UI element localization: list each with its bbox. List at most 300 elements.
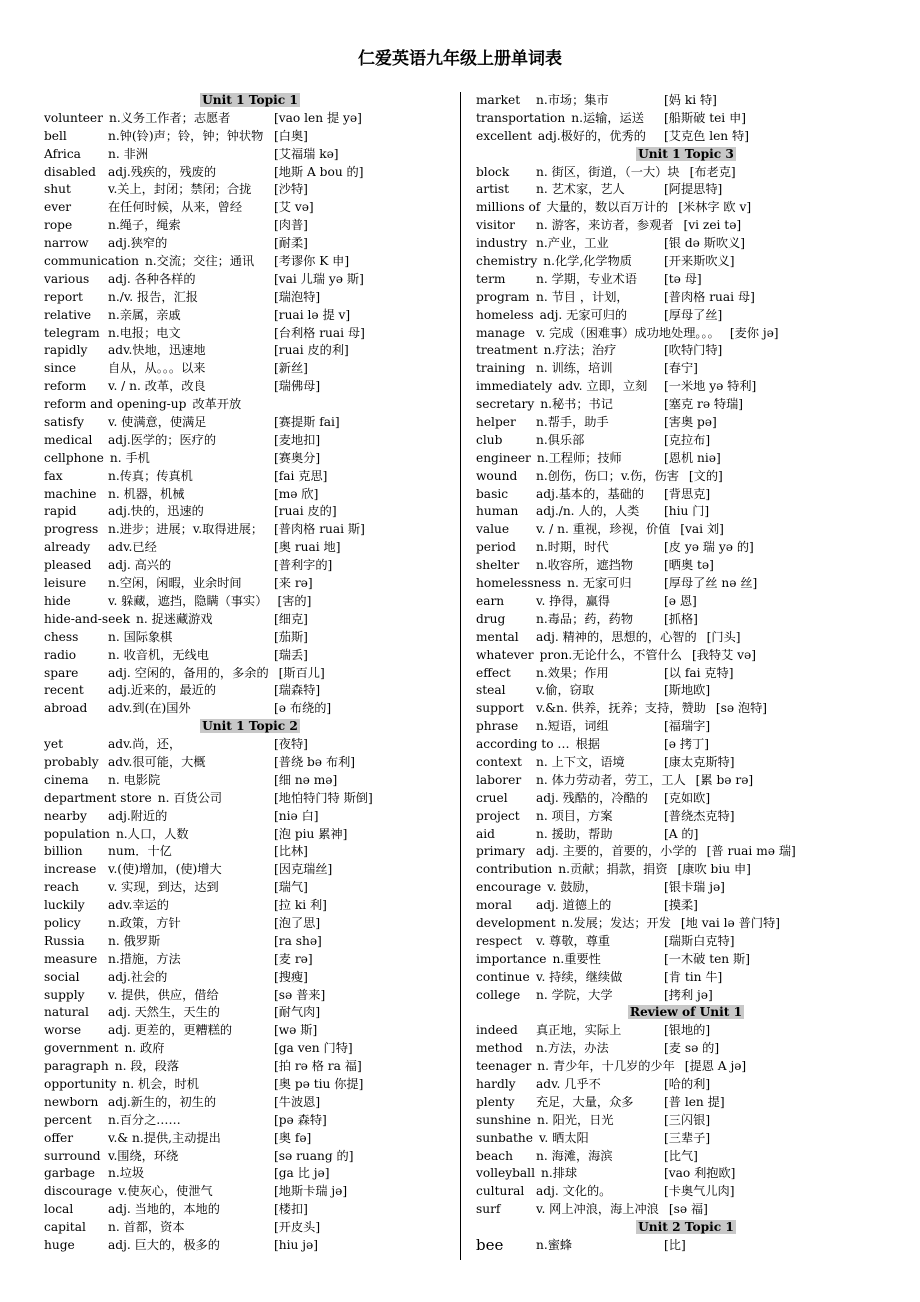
- vocab-definition: n.创伤，伤口；v.伤，伤害: [536, 468, 679, 483]
- vocab-word: project: [476, 808, 520, 823]
- vocab-pronunciation: [背思克]: [664, 486, 711, 501]
- vocab-pronunciation: [地斯 A bou 的]: [274, 164, 364, 179]
- vocab-word: training: [476, 361, 526, 376]
- vocab-definition: n. 青少年，十几岁的少年: [537, 1059, 675, 1074]
- vocab-pronunciation: [新丝]: [274, 361, 308, 376]
- vocab-word: encourage: [476, 880, 542, 895]
- vocab-word: human: [476, 504, 519, 519]
- vocab-word: worse: [44, 1023, 82, 1038]
- vocab-word: market: [476, 93, 521, 107]
- section-header-label: Review of Unit 1: [629, 1005, 743, 1020]
- vocab-row: [476, 736, 896, 754]
- vocab-word: sunshine: [476, 1112, 532, 1127]
- vocab-pronunciation: [ə 恩]: [664, 593, 697, 608]
- vocab-word: college: [476, 987, 521, 1002]
- vocab-row: [476, 503, 896, 521]
- vocab-definition: n.收容所，遮挡物: [536, 558, 634, 573]
- vocab-definition: n. 手机: [109, 450, 150, 465]
- vocab-word: support: [476, 701, 524, 716]
- vocab-definition: n.时期，时代: [536, 540, 609, 555]
- vocab-definition: n.政策，方针: [108, 915, 181, 930]
- vocab-definition: adj.极好的，优秀的: [537, 128, 646, 143]
- vocab-word: hide-and-seek: [44, 611, 130, 626]
- vocab-pronunciation: [普利字的]: [274, 558, 333, 573]
- vocab-pronunciation: [普 len 提]: [664, 1094, 725, 1109]
- vocab-word: importance: [476, 951, 547, 966]
- vocab-word: engineer: [476, 450, 531, 465]
- vocab-row: [476, 1112, 896, 1130]
- vocab-definition: adj.快的，迅速的: [108, 504, 204, 519]
- vocab-row: [44, 307, 456, 325]
- vocab-pronunciation: [沙特]: [274, 182, 308, 197]
- vocab-definition: v. 鼓励，: [547, 880, 597, 895]
- vocab-pronunciation: [艾福瑞 kə]: [274, 146, 339, 161]
- vocab-pronunciation: [哈的利]: [664, 1076, 711, 1091]
- vocab-definition: v. 躲藏，遮挡，隐瞒（事实）: [108, 593, 268, 608]
- vocab-row: [44, 736, 456, 754]
- vocab-definition: v. 晒太阳: [538, 1130, 589, 1145]
- vocab-pronunciation: [vai 刘]: [680, 522, 724, 537]
- vocab-row: [44, 1165, 456, 1183]
- vocab-definition: v. 完成（困难事）成功地处理。。。: [536, 325, 720, 340]
- vocab-row: [476, 450, 896, 468]
- vocab-definition: n.工程师；技师: [536, 450, 622, 465]
- vocab-word: government: [44, 1041, 119, 1056]
- vocab-word: method: [476, 1041, 523, 1056]
- vocab-pronunciation: [ruai 皮的]: [274, 504, 337, 519]
- vocab-row: [476, 987, 896, 1005]
- vocab-word: visitor: [476, 218, 515, 233]
- vocab-pronunciation: [普 ruai mə 瑞]: [706, 844, 796, 859]
- vocab-row: [476, 414, 896, 432]
- vocab-pronunciation: [麦地扣]: [274, 432, 321, 447]
- vocab-definition: n. 训练，培训: [536, 361, 613, 376]
- vocab-row: [44, 1058, 456, 1076]
- vocab-word: progress: [44, 522, 99, 537]
- vocab-definition: adj.医学的；医疗的: [108, 432, 217, 447]
- section-header: [44, 92, 456, 110]
- vocab-pronunciation: [麦你 jə]: [729, 325, 779, 340]
- vocab-definition: adj. 残酷的，冷酷的: [536, 790, 648, 805]
- vocab-row: [44, 951, 456, 969]
- vocab-word: immediately: [476, 379, 553, 394]
- vocab-definition: v. 网上冲浪，海上冲浪: [536, 1202, 659, 1217]
- vocab-word: aid: [476, 826, 495, 841]
- vocab-word: telegram: [44, 325, 100, 340]
- vocab-pronunciation: [普绕杰克特]: [664, 808, 735, 823]
- vocab-row: [476, 682, 896, 700]
- vocab-word: laborer: [476, 772, 522, 787]
- vocab-definition: n.排球: [540, 1166, 578, 1181]
- vocab-definition: n. 援助，帮助: [536, 826, 613, 841]
- vocab-definition: v.使灰心，使泄气: [118, 1184, 213, 1199]
- vocab-row: [476, 861, 896, 879]
- vocab-word: whatever: [476, 647, 534, 662]
- vocab-row: [476, 826, 896, 844]
- vocab-definition: n.钟(铃)声；铃，钟；钟状物: [108, 128, 264, 143]
- vocab-word: hardly: [476, 1076, 516, 1091]
- vocab-row: [44, 575, 456, 593]
- vocab-row: [44, 181, 456, 199]
- left-column: [44, 92, 456, 1255]
- vocab-word: bee: [476, 1236, 504, 1254]
- vocab-word: industry: [476, 236, 528, 251]
- vocab-pronunciation: [vao len 提 yə]: [274, 110, 362, 125]
- vocab-pronunciation: [tə 母]: [664, 271, 702, 286]
- vocab-row: [476, 1201, 896, 1219]
- vocab-pronunciation: [奥 fə]: [274, 1130, 312, 1145]
- vocab-pronunciation: [泡了思]: [274, 915, 321, 930]
- vocab-definition: n.措施，方法: [108, 951, 181, 966]
- vocab-pronunciation: [mə 欣]: [274, 486, 319, 501]
- vocab-pronunciation: [拷利 jə]: [664, 987, 713, 1002]
- vocab-row: [44, 1201, 456, 1219]
- vocab-word: mental: [476, 629, 519, 644]
- vocab-pronunciation: [开皮头]: [274, 1220, 321, 1235]
- vocab-word: pleased: [44, 558, 92, 573]
- vocab-pronunciation: [厚母了丝 nə 丝]: [664, 576, 758, 591]
- vocab-pronunciation: [地怕特门特 斯倒]: [274, 790, 373, 805]
- vocab-pronunciation: [银地的]: [664, 1023, 711, 1038]
- vocab-definition: n. 游客，来访者，参观者: [536, 218, 674, 233]
- vocab-definition: v.关上，封闭；禁闭；合拢: [108, 182, 252, 197]
- vocab-row: [44, 414, 456, 432]
- vocab-row: [476, 1076, 896, 1094]
- vocab-word: effect: [476, 665, 511, 680]
- vocab-word: report: [44, 289, 83, 304]
- vocab-row: [44, 700, 456, 718]
- vocab-pronunciation: [艾 və]: [274, 200, 314, 215]
- vocab-word: satisfy: [44, 415, 84, 430]
- vocab-row: [44, 843, 456, 861]
- vocab-definition: adv.到(在)国外: [108, 701, 191, 716]
- vocab-word: secretary: [476, 397, 535, 412]
- vocab-row: [44, 378, 456, 396]
- vocab-pronunciation: [vai 儿瑞 yə 斯]: [274, 271, 364, 286]
- vocab-pronunciation: [斯百儿]: [278, 665, 325, 680]
- vocab-definition: n.疗法；治疗: [543, 343, 617, 358]
- vocab-pronunciation: [牛波恩]: [274, 1094, 321, 1109]
- vocab-row: [476, 199, 896, 217]
- vocab-pronunciation: [害的]: [277, 593, 312, 608]
- vocab-row: [476, 593, 896, 611]
- vocab-row: [476, 557, 896, 575]
- vocab-pronunciation: [卡奥气儿肉]: [664, 1184, 735, 1199]
- vocab-pronunciation: [吹特门特]: [664, 343, 723, 358]
- vocab-definition: adv.快地，迅速地: [108, 343, 206, 358]
- vocab-pronunciation: [厚母了丝]: [664, 307, 723, 322]
- vocab-row: [44, 342, 456, 360]
- vocab-row: [44, 861, 456, 879]
- vocab-word: value: [476, 522, 510, 537]
- vocab-row: [44, 164, 456, 182]
- vocab-word: chess: [44, 629, 79, 644]
- vocab-definition: n. 百货公司: [157, 790, 223, 805]
- vocab-word: huge: [44, 1238, 75, 1252]
- section-header: [476, 146, 896, 164]
- vocab-definition: n. 阳光，日光: [537, 1112, 614, 1127]
- vocab-word: steal: [476, 683, 506, 698]
- vocab-word: increase: [44, 862, 97, 877]
- vocab-word: local: [44, 1202, 74, 1217]
- vocab-word: nearby: [44, 808, 87, 823]
- vocab-definition: n.效果；作用: [536, 665, 609, 680]
- vocab-definition: adj. 无家可归的: [539, 307, 628, 322]
- vocab-definition: adj. 巨大的，极多的: [108, 1238, 220, 1252]
- vocab-word: volleyball: [476, 1166, 535, 1181]
- vocab-word: according to …: [476, 737, 570, 752]
- vocab-row: [44, 146, 456, 164]
- vocab-definition: n. 捉迷藏游戏: [135, 611, 213, 626]
- vocab-word: drug: [476, 611, 506, 626]
- vocab-pronunciation: [vao 利抱欧]: [664, 1166, 736, 1181]
- vocab-pronunciation: [ə 拷丁]: [664, 737, 709, 752]
- vocab-word: homeless: [476, 307, 534, 322]
- vocab-definition: n.空闲，闲暇，业余时间: [108, 576, 242, 591]
- vocab-definition: n.进步；进展；v.取得进展；: [108, 522, 264, 537]
- vocab-definition: adj.近来的，最近的: [108, 683, 217, 698]
- vocab-pronunciation: [niə 白]: [274, 808, 319, 823]
- vocab-row: [44, 235, 456, 253]
- vocab-row: [44, 629, 456, 647]
- vocab-pronunciation: [普肉格 ruai 母]: [664, 289, 755, 304]
- vocab-word: basic: [476, 486, 509, 501]
- vocab-pronunciation: [比]: [664, 1238, 686, 1252]
- vocab-definition: n. 艺术家，艺人: [536, 182, 625, 197]
- vocab-definition: adj.基本的，基础的: [536, 486, 645, 501]
- vocab-row: [44, 987, 456, 1005]
- vocab-row: [476, 969, 896, 987]
- vocab-word: various: [44, 271, 90, 286]
- vocab-row: [44, 1237, 456, 1255]
- vocab-row: [476, 289, 896, 307]
- vocab-pronunciation: [瑞泡特]: [274, 289, 321, 304]
- vocab-pronunciation: [斯地欧]: [664, 683, 711, 698]
- vocab-row: [476, 915, 896, 933]
- vocab-pronunciation: [恩机 niə]: [664, 450, 721, 465]
- vocab-word: Russia: [44, 933, 85, 948]
- vocab-definition: n.绳子，绳索: [108, 218, 181, 233]
- vocab-pronunciation: [ga ven 门特]: [274, 1041, 353, 1056]
- vocab-definition: 在任何时候，从来，曾经: [108, 200, 243, 215]
- vocab-row: [44, 790, 456, 808]
- vocab-definition: 根据: [575, 737, 600, 752]
- vocab-word: term: [476, 271, 506, 286]
- vocab-word: context: [476, 754, 522, 769]
- vocab-definition: adj. 道德上的: [536, 898, 612, 913]
- vocab-word: measure: [44, 951, 98, 966]
- section-header-label: Unit 1 Topic 3: [638, 146, 734, 161]
- vocab-pronunciation: [来 rə]: [274, 576, 313, 591]
- vocab-row: [476, 378, 896, 396]
- vocab-definition: adv. 立即，立刻: [558, 379, 648, 394]
- vocab-pronunciation: [台利格 ruai 母]: [274, 325, 365, 340]
- vocab-definition: v. 提供，供应，借给: [108, 987, 219, 1002]
- vocab-row: [44, 468, 456, 486]
- section-header: [476, 1004, 896, 1022]
- vocab-row: [476, 611, 896, 629]
- vocab-word: relative: [44, 307, 92, 322]
- vocab-pronunciation: [船斯破 tei 申]: [664, 110, 747, 125]
- vocab-row: [476, 468, 896, 486]
- vocab-row: [476, 1183, 896, 1201]
- vocab-pronunciation: [hiu 门]: [664, 504, 710, 519]
- vocab-definition: adj.残疾的，残废的: [108, 164, 217, 179]
- vocab-row: [44, 915, 456, 933]
- vocab-definition: n. 学院，大学: [536, 987, 613, 1002]
- vocab-pronunciation: [一米地 yə 特利]: [664, 379, 757, 394]
- vocab-row: [44, 611, 456, 629]
- vocab-row: [44, 647, 456, 665]
- vocab-definition: n. 节目 ，计划，: [536, 289, 629, 304]
- vocab-word: artist: [476, 182, 510, 197]
- vocab-pronunciation: [ruai lə 提 v]: [274, 307, 351, 322]
- page-title: 仁爱英语九年级上册单词表: [358, 49, 562, 69]
- vocab-word: fax: [44, 468, 63, 483]
- vocab-definition: n. 上下文，语境: [536, 754, 625, 769]
- vocab-pronunciation: [害奥 pə]: [664, 415, 717, 430]
- vocab-row: [476, 1165, 896, 1183]
- vocab-word: communication: [44, 254, 139, 269]
- vocab-definition: v.偷，窃取: [536, 683, 595, 698]
- vocab-definition: n. 体力劳动者，劳工，工人: [536, 772, 686, 787]
- vocab-word: block: [476, 164, 510, 179]
- vocab-definition: n. 机会，时机: [122, 1076, 199, 1091]
- vocab-definition: n. 无家可归: [567, 576, 632, 591]
- vocab-word: treatment: [476, 343, 538, 358]
- vocab-word: reform and opening-up: [44, 397, 187, 412]
- vocab-definition: adj. 各种各样的: [108, 271, 196, 286]
- vocab-pronunciation: [布老克]: [689, 164, 736, 179]
- vocab-definition: n. 段，段落: [114, 1059, 180, 1074]
- vocab-pronunciation: [瑞气]: [274, 880, 308, 895]
- vocab-pronunciation: [文的]: [688, 468, 723, 483]
- vocab-row: [476, 665, 896, 683]
- vocab-word: period: [476, 540, 516, 555]
- vocab-row: [476, 521, 896, 539]
- vocab-pronunciation: [瑞斯白克特]: [664, 933, 735, 948]
- vocab-word: rapid: [44, 504, 77, 519]
- vocab-definition: n.化学,化学物质: [543, 254, 632, 269]
- vocab-word: contribution: [476, 862, 553, 877]
- vocab-row: [476, 128, 896, 146]
- vocab-pronunciation: [瑞森特]: [274, 683, 321, 698]
- section-header-label: Unit 1 Topic 1: [202, 93, 298, 107]
- vocab-definition: v. 实现，到达，达到: [108, 880, 219, 895]
- vocab-definition: n.产业，工业: [536, 236, 609, 251]
- vocab-definition: n.传真；传真机: [108, 468, 193, 483]
- vocab-pronunciation: [赛提斯 fai]: [274, 415, 340, 430]
- vocab-definition: v. 尊敬，尊重: [536, 933, 611, 948]
- vocab-row: [476, 307, 896, 325]
- vocab-pronunciation: [康太克斯特]: [664, 754, 735, 769]
- vocab-row: [476, 575, 896, 593]
- vocab-definition: adv. 几乎不: [536, 1076, 601, 1091]
- vocab-pronunciation: [sə 泡特]: [715, 701, 768, 716]
- vocab-definition: 自从，从。。。以来: [108, 361, 206, 376]
- vocab-word: paragraph: [44, 1059, 109, 1074]
- vocab-word: abroad: [44, 701, 88, 716]
- vocab-row: [476, 1094, 896, 1112]
- vocab-pronunciation: [fai 克思]: [274, 468, 328, 483]
- vocab-word: program: [476, 289, 530, 304]
- vocab-definition: n.亲属，亲戚: [108, 307, 181, 322]
- vocab-pronunciation: [妈 ki 特]: [664, 93, 717, 107]
- vocab-row: [44, 808, 456, 826]
- vocab-definition: n.人口，人数: [115, 826, 189, 841]
- vocab-pronunciation: [提恩 A jə]: [684, 1059, 747, 1074]
- vocab-definition: n. 海滩，海滨: [536, 1148, 613, 1163]
- vocab-row: [476, 754, 896, 772]
- vocab-definition: v. 挣得，赢得: [536, 593, 611, 608]
- vocab-word: development: [476, 915, 556, 930]
- vocab-pronunciation: [福瑞字]: [664, 719, 711, 734]
- vocab-row: [476, 253, 896, 271]
- vocab-definition: adv.幸运的: [108, 898, 169, 913]
- vocab-row: [476, 897, 896, 915]
- vocab-row: [476, 235, 896, 253]
- vocab-word: capital: [44, 1220, 86, 1235]
- vocab-definition: n.秘书；书记: [540, 397, 613, 412]
- vocab-word: ever: [44, 200, 72, 215]
- vocab-definition: n.百分之……: [108, 1112, 181, 1127]
- vocab-row: [44, 682, 456, 700]
- vocab-definition: adj./n. 人的，人类: [536, 504, 640, 519]
- vocab-definition: n. 学期，专业术语: [536, 271, 637, 286]
- vocab-word: cruel: [476, 790, 508, 805]
- vocab-row: [44, 360, 456, 378]
- vocab-row: [44, 897, 456, 915]
- vocab-word: garbage: [44, 1166, 95, 1181]
- vocab-pronunciation: [楼扣]: [274, 1202, 308, 1217]
- vocab-word: luckily: [44, 898, 85, 913]
- vocab-word: percent: [44, 1112, 92, 1127]
- vocab-definition: n. 首都，资本: [108, 1220, 185, 1235]
- vocab-row: [44, 253, 456, 271]
- vocab-row: [44, 1148, 456, 1166]
- vocab-word: yet: [44, 737, 63, 752]
- vocab-word: transportation: [476, 110, 566, 125]
- vocab-word: indeed: [476, 1023, 518, 1038]
- vocab-definition: adj. 更差的，更糟糕的: [108, 1023, 233, 1038]
- vocab-row: [476, 486, 896, 504]
- vocab-word: bell: [44, 128, 67, 143]
- vocab-pronunciation: [肉普]: [274, 218, 308, 233]
- vocab-definition: n.贡献；捐款，捐资: [558, 862, 668, 877]
- vocab-pronunciation: [瑞丢]: [274, 647, 308, 662]
- vocab-definition: num．十亿: [108, 844, 172, 859]
- vocab-row: [44, 754, 456, 772]
- vocab-row: [476, 1148, 896, 1166]
- vocab-row: [476, 629, 896, 647]
- vocab-pronunciation: [一木破 ten 斯]: [664, 951, 750, 966]
- vocab-row: [476, 1130, 896, 1148]
- vocab-pronunciation: [比林]: [274, 844, 308, 859]
- vocab-row: [44, 539, 456, 557]
- vocab-row: [476, 700, 896, 718]
- vocab-row: [476, 360, 896, 378]
- vocab-definition: v. 使满意，使满足: [108, 415, 207, 430]
- vocab-row: [44, 128, 456, 146]
- vocab-row: [476, 325, 896, 343]
- vocab-row: [476, 933, 896, 951]
- vocab-definition: adj. 空闲的，备用的，多余的: [108, 665, 269, 680]
- vocab-pronunciation: [sə ruang 的]: [274, 1148, 354, 1163]
- vocab-word: leisure: [44, 576, 87, 591]
- vocab-word: sunbathe: [476, 1130, 533, 1145]
- section-header: [476, 1219, 896, 1237]
- vocab-definition: pron.无论什么，不管什么: [539, 647, 682, 662]
